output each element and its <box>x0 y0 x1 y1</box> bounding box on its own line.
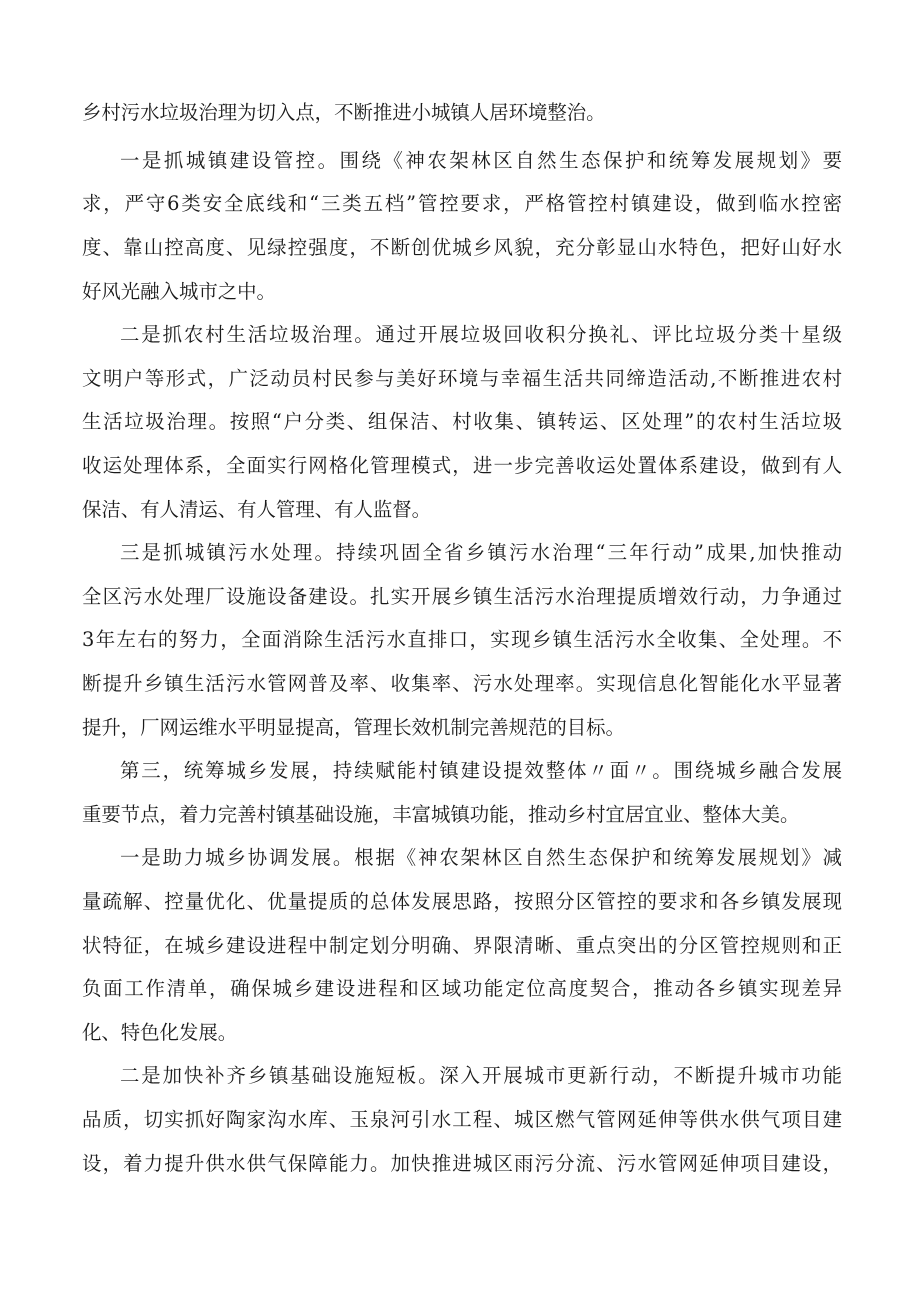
paragraph-line: 负面工作清单，确保城乡建设进程和区域功能定位高度契合，推动各乡镇实现差异 <box>82 977 842 1000</box>
paragraph-line: 三是抓城镇污水处理。持续巩固全省乡镇污水治理“三年行动”成果,加快推动 <box>120 541 842 564</box>
paragraph-line: 二是抓农村生活垃圾治理。通过开展垃圾回收积分换礼、评比垃圾分类十星级 <box>120 323 842 346</box>
paragraph-line: 状特征，在城乡建设进程中制定划分明确、界限清晰、重点突出的分区管控规则和正 <box>82 934 842 957</box>
paragraph-line: 一是抓城镇建设管控。围绕《神农架林区自然生态保护和统筹发展规划》要 <box>120 149 842 172</box>
paragraph-line: 保洁、有人清运、有人管理、有人监督。 <box>82 498 432 521</box>
paragraph-line: 收运处理体系，全面实行网格化管理模式，进一步完善收运处置体系建设，做到有人 <box>82 454 842 477</box>
paragraph-continuation-line: 乡村污水垃圾治理为切入点，不断推进小城镇人居环境整治。 <box>82 101 606 124</box>
paragraph-line: 提升，厂网运维水平明显提高，管理长效机制完善规范的目标。 <box>82 716 625 739</box>
paragraph-line: 求，严守6类安全底线和“三类五档”管控要求，严格管控村镇建设，做到临水控密 <box>82 192 842 215</box>
paragraph-line: 3年左右的努力，全面消除生活污水直排口，实现乡镇生活污水全收集、全处理。不 <box>82 628 842 651</box>
paragraph-line: 好风光融入城市之中。 <box>82 280 276 303</box>
paragraph-line: 全区污水处理厂设施设备建设。扎实开展乡镇生活污水治理提质增效行动，力争通过 <box>82 585 842 608</box>
paragraph-line: 品质，切实抓好陶家沟水库、玉泉河引水工程、城区燃气管网延伸等供水供气项目建 <box>82 1108 842 1131</box>
paragraph-line: 一是助力城乡协调发展。根据《神农架林区自然生态保护和统筹发展规划》减 <box>120 846 842 869</box>
paragraph-line: 化、特色化发展。 <box>82 1021 238 1044</box>
paragraph-line: 设，着力提升供水供气保障能力。加快推进城区雨污分流、污水管网延伸项目建设， <box>82 1152 842 1175</box>
paragraph-line: 文明户等形式，广泛动员村民参与美好环境与幸福生活共同缔造活动,不断推进农村 <box>82 367 842 390</box>
paragraph-line: 重要节点，着力完善村镇基础设施，丰富城镇功能，推动乡村宜居宜业、整体大美。 <box>82 803 800 826</box>
paragraph-line: 断提升乡镇生活污水管网普及率、收集率、污水处理率。实现信息化智能化水平显著 <box>82 672 842 695</box>
paragraph-line: 量疏解、控量优化、优量提质的总体发展思路，按照分区管控的要求和各乡镇发展现 <box>82 890 842 913</box>
paragraph-line: 生活垃圾治理。按照“户分类、组保洁、村收集、镇转运、区处理”的农村生活垃圾 <box>82 410 842 433</box>
paragraph-line: 度、靠山控高度、见绿控强度，不断创优城乡风貌，充分彰显山水特色，把好山好水 <box>82 236 842 259</box>
paragraph-line: 第三，统筹城乡发展，持续赋能村镇建设提效整体〃面〃。围绕城乡融合发展 <box>120 759 842 782</box>
paragraph-line: 二是加快补齐乡镇基础设施短板。深入开展城市更新行动，不断提升城市功能 <box>120 1064 842 1087</box>
